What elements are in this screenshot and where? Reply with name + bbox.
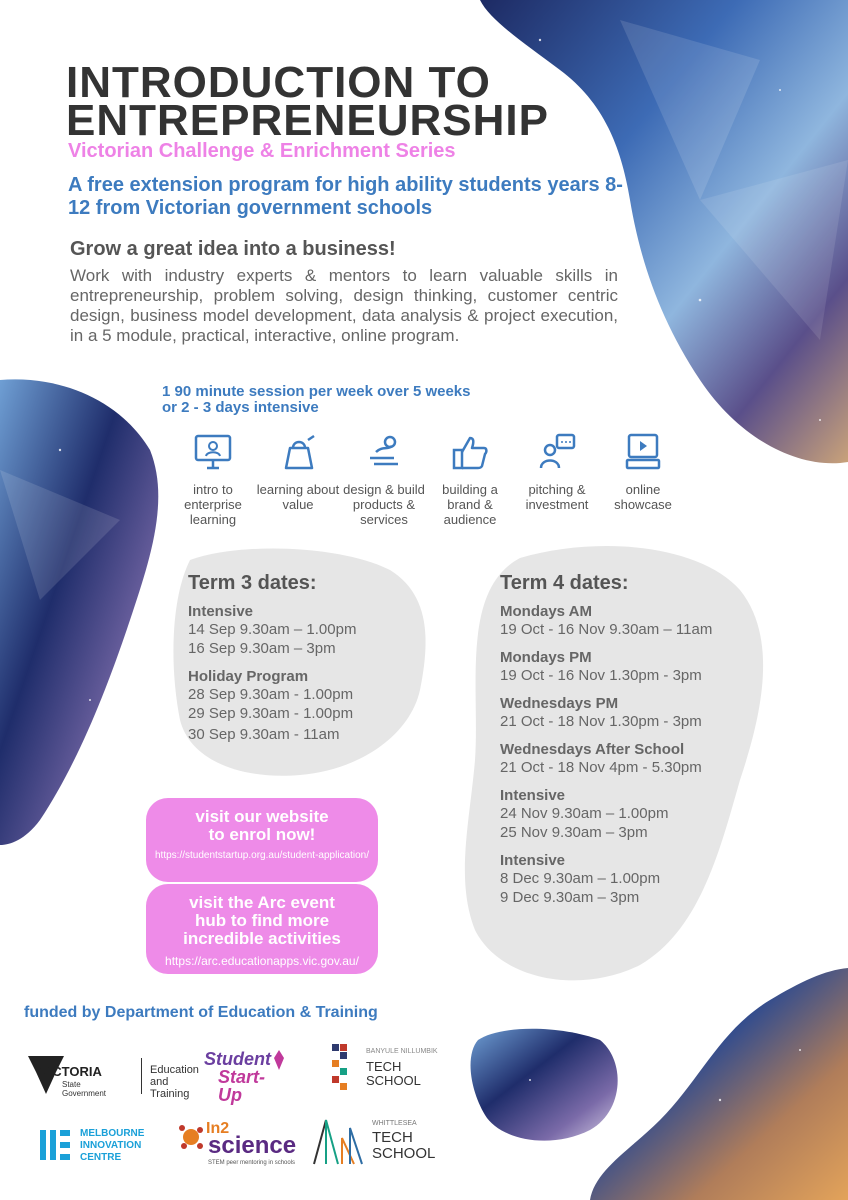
startup-line-1: Student	[204, 1049, 271, 1069]
victoria-name: VICTORIA	[40, 1064, 102, 1079]
funded-by: funded by Department of Education & Training	[24, 1004, 378, 1021]
victoria-sub: State Government	[62, 1080, 107, 1098]
term3-dates	[188, 572, 418, 744]
module-label: intro to enterprise learning	[184, 482, 242, 527]
design-icon	[364, 432, 404, 472]
in2science-logo	[178, 1120, 297, 1170]
in2-main: In2	[206, 1120, 230, 1137]
mic-line-2: INNOVATION	[80, 1140, 142, 1151]
whittlesea-line-2: SCHOOL	[372, 1145, 436, 1162]
whittlesea-line-1: TECH	[372, 1129, 413, 1146]
term4-date: 19 Oct - 16 Nov 1.30pm - 3pm	[500, 667, 702, 684]
galaxy-blob-small	[471, 1029, 618, 1141]
term4-date: 25 Nov 9.30am – 3pm	[500, 824, 648, 841]
module-pitching	[514, 432, 600, 512]
term3-date: 14 Sep 9.30am – 1.00pm	[188, 621, 357, 638]
arc-hub-button[interactable]	[146, 884, 378, 974]
term3-group-label: Holiday Program	[188, 668, 309, 685]
victoria-logo	[26, 1052, 199, 1100]
banyule-top: BANYULE NILLUMBIK	[366, 1048, 438, 1055]
module-showcase	[600, 432, 686, 512]
student-startup-logo	[204, 1050, 288, 1106]
showcase-icon	[623, 432, 663, 472]
term4-group-label: Wednesdays PM	[500, 695, 619, 712]
cta-line: hub to find more	[194, 911, 330, 930]
bag-icon	[278, 432, 318, 472]
pitch-icon	[537, 432, 577, 472]
term3-date: 16 Sep 9.30am – 3pm	[188, 640, 336, 657]
term4-group-label: Intensive	[500, 852, 566, 869]
whittlesea-lines-icon	[312, 1118, 364, 1166]
cta-line: to enrol now!	[208, 825, 316, 844]
term4-group-label: Mondays PM	[500, 649, 592, 666]
term4-date: 21 Oct - 18 Nov 4pm - 5.30pm	[500, 759, 702, 776]
galaxy-blob-bottom-right	[590, 968, 848, 1200]
session-line-2: or 2 - 3 days intensive	[162, 399, 319, 416]
banyule-tech-school-logo	[332, 1044, 452, 1094]
term4-date: 9 Dec 9.30am – 3pm	[500, 889, 640, 906]
arc-link[interactable]: https://arc.educationapps.vic.gov.au/	[165, 954, 359, 968]
tagline: A free extension program for high ability students years 8-12 from Victorian government schools	[68, 174, 623, 219]
victoria-dept-1: Education	[150, 1064, 199, 1076]
module-value	[255, 432, 341, 512]
term4-date: 8 Dec 9.30am – 1.00pm	[500, 870, 661, 887]
banyule-line-1: TECH	[366, 1059, 402, 1074]
banyule-squares-icon	[332, 1044, 356, 1090]
module-label: learning about value	[256, 482, 340, 512]
module-brand	[427, 432, 513, 527]
rocket-icon	[274, 1050, 284, 1070]
term4-date: 24 Nov 9.30am – 1.00pm	[500, 805, 669, 822]
session-line-1: 1 90 minute session per week over 5 weeks	[162, 383, 471, 400]
term3-date: 29 Sep 9.30am - 1.00pm	[188, 705, 354, 722]
term3-group-label: Intensive	[188, 603, 254, 620]
term4-group-label: Intensive	[500, 787, 566, 804]
term3-date: 30 Sep 9.30am - 11am	[188, 726, 340, 743]
section-heading: Grow a great idea into a business!	[70, 238, 396, 260]
in2-sub: science	[208, 1132, 297, 1159]
cta-line: visit the Arc event	[189, 893, 335, 912]
term3-date: 28 Sep 9.30am - 1.00pm	[188, 686, 354, 703]
term4-dates	[500, 572, 760, 907]
mic-grid-icon	[38, 1128, 72, 1162]
term3-title: Term 3 dates:	[188, 572, 317, 594]
module-label: building a brand & audience	[442, 482, 498, 527]
enrol-website-button[interactable]	[146, 798, 378, 882]
module-label: pitching & investment	[525, 482, 589, 512]
module-label: design & build products & services	[343, 482, 425, 527]
presentation-icon	[193, 432, 233, 472]
whittlesea-top: WHITTLESEA	[372, 1120, 417, 1127]
page-title: INTRODUCTION TO ENTREPRENEURSHIP	[66, 58, 549, 145]
cta-line: incredible activities	[183, 929, 341, 948]
term4-group-label: Mondays AM	[500, 603, 592, 620]
whittlesea-tech-school-logo	[312, 1118, 442, 1168]
module-design	[341, 432, 427, 527]
term4-title: Term 4 dates:	[500, 572, 629, 594]
startup-line-2: Start-Up	[218, 1067, 266, 1105]
module-intro	[170, 432, 256, 527]
term4-date: 19 Oct - 16 Nov 9.30am – 11am	[500, 621, 713, 638]
series-subtitle: Victorian Challenge & Enrichment Series	[68, 140, 456, 162]
cta-line: visit our website	[195, 807, 329, 826]
term4-date: 21 Oct - 18 Nov 1.30pm - 3pm	[500, 713, 702, 730]
melbourne-innovation-centre-logo	[38, 1128, 158, 1168]
galaxy-blob-left	[0, 379, 158, 845]
molecule-icon	[178, 1124, 204, 1150]
term4-group-label: Wednesdays After School	[500, 741, 685, 758]
mic-line-1: MELBOURNE	[80, 1128, 145, 1139]
session-info	[162, 384, 542, 416]
mic-line-3: CENTRE	[80, 1152, 122, 1163]
victoria-dept-2: and Training	[150, 1076, 190, 1100]
banyule-line-2: SCHOOL	[366, 1073, 421, 1088]
website-link[interactable]: https://studentstartup.org.au/student-application/	[154, 850, 370, 861]
program-description: Work with industry experts & mentors to learn valuable skills in entrepreneurship, problem solving, design thinking, customer centric design, business model development, data analysis & project execution, in a 5 module, practical, interactive, online program.	[70, 266, 618, 345]
in2-tag: STEM peer mentoring in schools	[208, 1160, 296, 1166]
module-label: online showcase	[614, 482, 672, 512]
thumbs-up-icon	[450, 432, 490, 472]
